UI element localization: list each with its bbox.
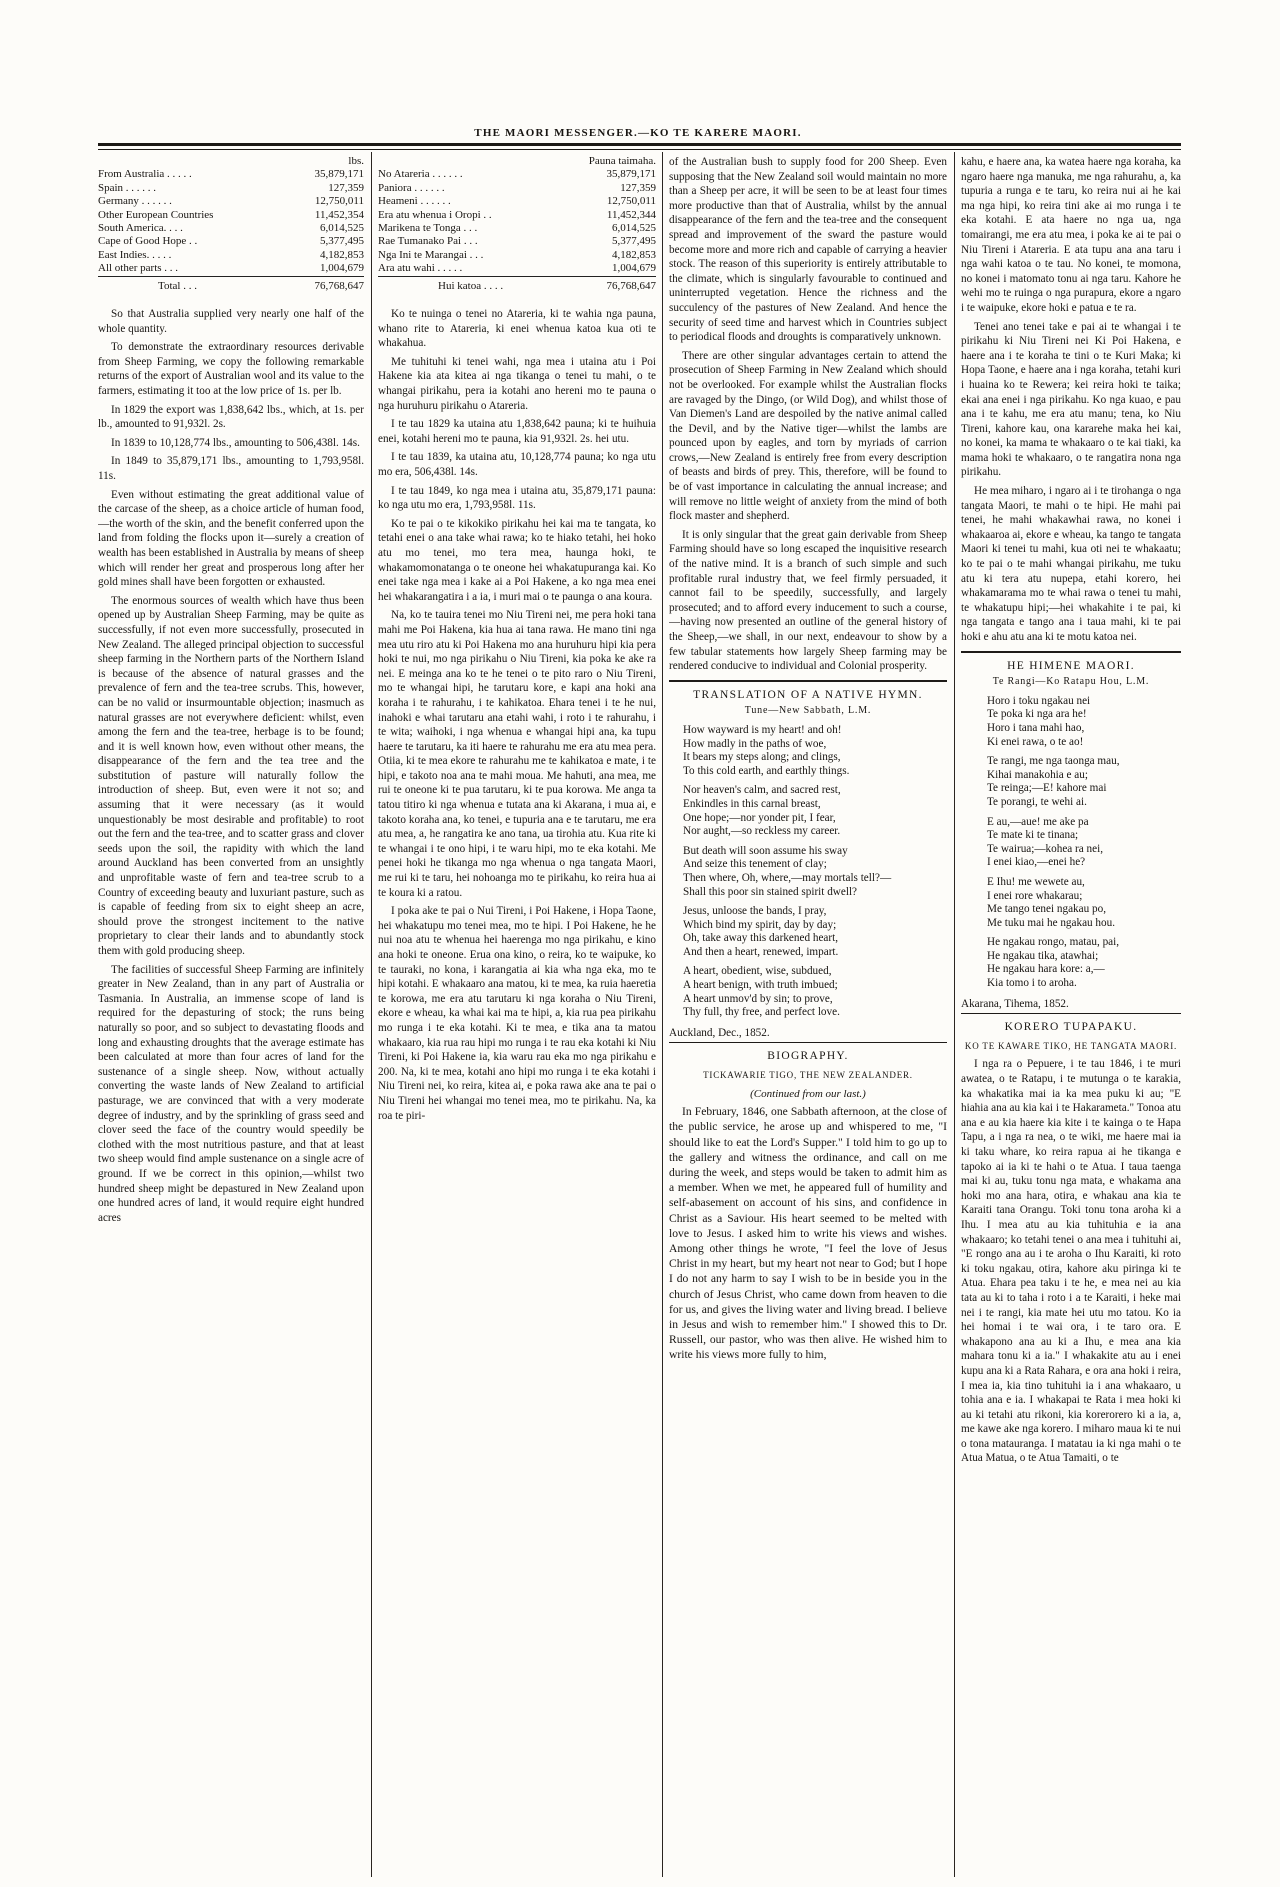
hymn-poem <box>987 695 1181 991</box>
masthead: THE MAORI MESSENGER.—KO TE KARERE MAORI. <box>474 127 802 139</box>
column-english-hymn-biography <box>669 155 947 1875</box>
paragraph: The enormous sources of wealth which have thus been opened up by Australian Sheep Farming, may be quite as successfully, if not even more successfully, prosecuted in New Zealand. The alleged principal objection to successful sheep farming in the Northern parts of the Northern Island is because of the absence of natural grasses and the prevalence of fern and the tea-tree scrubs. This, however, can be no valid or insurmountable objection; inasmuch as natural grasses are not everywhere deficient: whilst, even among the fern and the tea-tree, herbage is to be found; and it is well known how, even without other means, the disappearance of the fern and the tea tree and the substitution of pasture will naturally follow the introduction of sheep. But, even were it not so; and assuming that it were necessary (as it would unquestionably be most desirable and profitable) to root out the fern and the tea-tree, and to scatter grass and clover seeds upon the soil, the rapidity with which the land around Auckland has been converted from an unsightly and unprofitable waste of fern and tea-tree scrub to a Country of exceeding beauty and luxuriant pasture, such as is capable of feeding from six to eight sheep an acre, should prove the strongest incitement to the native proprietary to clear their lands and to abundantly stock them with gold producing sheep. <box>98 594 364 957</box>
biography-title: BIOGRAPHY. <box>767 1050 849 1063</box>
hymn-tune: Te Rangi—Ko Ratapu Hou, L.M. <box>992 676 1150 688</box>
paragraph: The facilities of successful Sheep Farming are infinitely greater in New Zealand, than in any part of Australia or Tasmania. In Australia, an immense scope of land is required for the depasturing of stock; the runs being naturally so poor, and so subject to devastating floods and long and exhausting droughts that the average estimate has been calculated at more than four acres of land for the sustenance of a single sheep. Now, without actually converting the waste lands of New Zealand to artificial pasturage, we are convinced that with a very moderate degree of industry, and by the sprinkling of grass seed and clover seed the face of the country would speedily be clothed with the most nutritious pasture, and that at least two sheep would find ample sustenance on a single acre of ground. If we be correct in this opinion,—whilst two hundred sheep might be depastured in New Zealand upon one hundred acres of land, it would require eight hundred acres <box>98 963 364 1224</box>
paragraph: Ko te nuinga o tenei no Atareria, ki te wahia nga pauna, whano rite to Atareria, ki enei whenua katoa kua oti te whakahua. <box>378 308 656 350</box>
paragraph: I te tau 1839, ka utaina atu, 10,128,774 pauna; ko nga utu mo era, 506,438l. 14s. <box>378 451 656 478</box>
hymn-tune: Tune—New Sabbath, L.M. <box>744 705 872 717</box>
paragraph: I poka ake te pai o Nui Tireni, i Poi Hakene, i Hopa Taone, hei whakatupu mo tenei mea, mo te hipi. I Poi Hakene, he he nui noa atu te whenua hei haerenga mo nga pirikahu, e kino ana hoki te oneone. Erua ona kino, o reira, ko te waipuke, ko te tauraki, no kona, i karangatia ai kia wha nga eka, mo te hipi kotahi. E whakaaro ana matou, ki te mea, ka ruia haeretia te korowa, me era atu tarutaru ki nga koraha o Niu Tireni, ekore e wheau, ka whai kai ma te hipi, a, kia rua pea pirikahu mo runga i te eka kotahi. Ki te mea, e tika ana ta matou whakaaro, kia rua rau hipi mo runga i te rau eka kotahi ki Niu Tireni, ki Poi Hakene ia, kia waru rau eka mo nga pirikahu e 200. Na, ki te mea, kotahi ano hipi mo runga i te eka kotahi i Niu Tireni nei, ko reira, kitea ai, e poka rawa ake ana te pai o Niu Tireni hei whangai mo tenei mea, mo te pirikahu. Na, ka roa te piri- <box>378 905 656 1122</box>
paragraph: In 1839 to 10,128,774 lbs., amounting to 506,438l. 14s. <box>111 436 360 449</box>
table-row: Germany . . . . . . 12,750,011 <box>98 195 364 208</box>
table-row: Nga Ini te Marangai . . . 4,182,853 <box>378 248 656 261</box>
column-divider-1 <box>371 152 372 1877</box>
paragraph: I nga ra o Pepuere, i te tau 1846, i te muri awatea, o te Ratapu, i te mutunga o te karakia, ka whakatika mai ia ka mea puku ki au; "E hiahia ana au kia kai i te Hakarameta." Tonoa atu ana e au kia haere kia kite i te kainga o te Hapa Tapu, a i nga ra nea, o te wiki, me haere mai ia ki taku whare, ko reira rapua ai he tikanga e tapoko ai ia ki te hahi o te Atua. I taua taenga mai ki au, tuku tonu nga mata, e whakama ana hoki mo ana hara, otira, e whakau ana kia te Karaiti tana Orangu. Toki tonu tona aroha ki a Ihu. I mea atu au kia tuhituhia e ia ana whakaaro; ko tetahi tenei o ana mea i tuhituhi ai, "E rongo ana au i te aroha o Ihu Karaiti, ki roto ki toku ngakau, otira, kahore aku piringa ki te Atua. Ehara pea taku i te he, e mea nei au kia tata au ki to taha i roto i a te Karaiti, i heke mai nei i te rangi, kia mate hei utu mo tatou. Ko ia hei homai i te wai ora, i te taro ora. E whakapono ana au ki a Ihu, e mea ana kia mahara tonu ki a ia." I whakakite atu au i enei kupu ana ki a Rata Rahara, e ora ana hoki i reira, I mea ia, kia tino tuhituhi ia i ana whakaaro, u tohia ana e ia. I whakapai te Rata i mea hoki ki au ki tetahi atu rikoni, kia korerorero ki a ia, a, me kawe ake nga korero. I miharo maua ki te nui o tona matauranga. I matatau ia ki nga mahi o te Atua Matua, o te Atua Tamaiti, o te <box>961 1058 1181 1465</box>
paragraph: Tenei ano tenei take e pai ai te whangai i te pirikahu ki Niu Tireni nei Ki Poi Hakena, e haere ana i te koraha te tini o te Kuri Maka; ki Hopa Taone, e haere ana i nga koraha, tetahi kuri i huaina ko te Rewera; kei reira hoki te taika; ekai ana enei i nga pirikahu. Ko nga kuao, e pau ana i te kahu, me era atu manu; tena, ko Niu Tireni, kahore kau, ona kararehe maka hei kai, no konei, ka mama te whakaaro o te kai tiaki, ka mama hoki te whakaaro, o te rangatira nona nga pirikahu. <box>961 320 1181 479</box>
table-unit-header: Pauna taimaha. <box>588 155 656 167</box>
table-row: Spain . . . . . . 127,359 <box>98 181 364 194</box>
section-rule <box>961 651 1181 653</box>
table-unit-header: lbs. <box>348 155 364 167</box>
table-row: Heameni . . . . . . 12,750,011 <box>378 195 656 208</box>
paragraph: Na, ko te tauira tenei mo Niu Tireni nei, me pera hoki tana mahi me Poi Hakena, kia hua ai tana rawa. He mano tini nga mea utu riro atu ki Poi Hakena mo ana huruhuru hipi kia pera hoki te nui, mo nga pirikahu o Niu Tireni, kia poka ke ake ra nei. E meinga ana ko te he tenei o te pito raro o Niu Tireni, mo te whangai hipi, he tarutaru kore, e kapi ana hoki ana koraha i te rahurahu, i te kahikatoa. Ehara tenei i te he nui, inahoki e whai tarutaru ana etahi wahi, i roto i te rahurahu, i te wita; waihoki, i nga whenua e whangai hipi ana, ka tupu haere te tarutaru, ka iti haere te rahurahu me era atu mea pera. Otiia, ki te mea ekore te rahurahu me te kahikatoa e mate, i te hipi, e takoto noa ana te mahi moua. Me hahuti, ana mea, me rui te oneone ki te pua tarutaru, ki te pua korowa. Me anga ta tatou titiro ki nga whenua e tutata ana ki Akarana, i mua ai, e takoto koraha ana, ko tenei, e tupuria ana e te tarutaru, me era atu mea, a, he rangatira ke ano tana, ua tirohia atu. Kua rite ki te whangai i te ono hipi, i te waru hipi, mo te eka kotahi. Me penei hoki he tikanga mo nga whenua o nga tangata Maori, me rui ki te taru, hei nohoanga mo te pirikahu, ko reira hua ai te koura ki a ratou. <box>378 609 656 899</box>
paragraph: I te tau 1849, ko nga mea i utaina atu, 35,879,171 pauna: ko nga utu mo era, 1,793,958l. 11s. <box>378 484 656 512</box>
paragraph: Even without estimating the great additional value of the carcase of the sheep, as a choice article of human food,—the worth of the skin, and the benefit conferred upon the land from folding the flocks upon it—surely a creation of wealth has been established in Australia by means of sheep which will render her great and prosperous long after her gold mines shall have been forgotten or exhausted. <box>98 488 364 589</box>
stanza: E au,—aue! me ake pa Te mate ki te tinana; Te wairua;—kohea ra nei, I enei kiao,—enei he? <box>987 815 1104 869</box>
table-row: Marikena te Tonga . . . 6,014,525 <box>378 222 656 235</box>
paragraph: To demonstrate the extraordinary resources derivable from Sheep Farming, we copy the following remarkable returns of the export of Australian wool and its value to the farmers, estimating it too at the low price of 1s. per lb. <box>98 341 364 398</box>
table-row: Rae Tumanako Pai . . . 5,377,495 <box>378 235 656 248</box>
column-maori-hymn-biography <box>961 155 1181 1875</box>
stanza: Jesus, unloose the bands, I pray, Which bind my spirit, day by day; Oh, take away this darkened heart, And then a heart, renewed, impart. <box>683 905 839 958</box>
masthead-rule-thin <box>98 149 1181 150</box>
continued-note: (Continued from our last.) <box>750 1087 866 1100</box>
section-rule <box>961 1013 1181 1014</box>
table-row: South America. . . . 6,014,525 <box>98 222 364 235</box>
paragraph: He mea miharo, i ngaro ai i te tirohanga o nga tangata Maori, te mahi o te hipi. He mahi pai tenei, he mahi whakawhai rawa, no konei i whakaaroa ai, ekore e wheau, ka tango te tangata Maori ki tenei tu mahi, kua oti nei te whakaatu; ko te pai o te mahi whangai pirikahu, me tuku atu ki tera atu nupepa, etahi korero, hei whakamarama mo te whai rawa o tenei tu mahi, te whakatupu hipi;—hei whakahite i te pai, ki nga tangata e tango ana i taua mahi, ki te pai hoki e ahu atu ana ki te motu katoa nei. <box>961 485 1181 643</box>
table-row: Era atu whenua i Oropi . . 11,452,344 <box>378 208 656 221</box>
paragraph: In 1849 to 35,879,171 lbs., amounting to 1,793,958l. 11s. <box>98 455 364 482</box>
paragraph: Me tuhituhi ki tenei wahi, nga mea i utaina atu i Poi Hakene kia ata kitea ai nga tikanga o tenei tu mahi, o te whangai pirikahu, pera ia kotahi ano hereni mo te pauna o nga huruhuru pirikahu o Atareria. <box>378 355 656 412</box>
paragraph: In February, 1846, one Sabbath afternoon, at the close of the public service, he arose up and whispered to me, "I should like to eat the Lord's Supper." I told him to go up to the gallery and witness the ordinance, and call on me during the week, and steps would be taken to admit him as a member. When we met, he appeared full of humility and self-abasement on account of his sins, and confidence in Christ as a Saviour. His heart seemed to be melted with love to Jesus. I asked him to write his views and wishes. Among other things he wrote, "I feel the love of Jesus Christ in my heart, but my heart not near to God; but I hope I do not any harm to say I wish to be in beside you in the church of Jesus Christ, who came down from heaven to die for us, and gives the living water and living bread. I believe in Jesus and wish to remember him." I showed this to Dr. Russell, our pastor, who was then alive. He wished him to write his views more fully to him, <box>669 1105 947 1362</box>
stanza: Horo i toku ngakau nei Te poka ki nga ara he! Horo i tana mahi hao, Ki enei rawa, o te ao! <box>987 694 1091 748</box>
table-row: East Indies. . . . . 4,182,853 <box>98 248 364 261</box>
stanza: Nor heaven's calm, and sacred rest, Enkindles in this carnal breast, One hope;—nor yonder pit, I fear, Nor aught,—so reckless my career. <box>683 784 841 838</box>
stanza: He ngakau rongo, matau, pai, He ngakau tika, atawhai; He ngakau hara kore: a,— Kia tomo i to aroha. <box>987 936 1120 990</box>
column-divider-2 <box>662 152 663 1877</box>
paragraph: In 1829 the export was 1,838,642 lbs., which, at 1s. per lb., amounted to 91,932l. 2s. <box>98 403 364 431</box>
paragraph: Ko te pai o te kikokiko pirikahu hei kai ma te tangata, ko tetahi enei o ana take whai rawa; ko te hiako tetahi, hei hoko atu mo tenei, mo tera mea, haunga hoki, te whakamomonatanga o te oneone hei whakatupuranga kai. Ko enei take nga mea i kake ai a Poi Hakene, a ko nga mea enei hei whakarangatira i a ia, i muri mai o te paunga o ana koura. <box>378 517 656 603</box>
table-row: Paniora . . . . . . 127,359 <box>378 181 656 194</box>
table-row: Cape of Good Hope . . 5,377,495 <box>98 235 364 248</box>
wool-import-table-maori <box>378 155 656 293</box>
table-row: All other parts . . . 1,004,679 <box>98 262 364 275</box>
column-divider-3 <box>954 152 955 1877</box>
stanza: E Ihu! me wewete au, I enei rore whakarau; Me tango tenei ngakau po, Me tuku mai he ngakau hou. <box>987 875 1116 929</box>
biography-subtitle: KO TE KAWARE TIKO, HE TANGATA MAORI. <box>964 1040 1178 1051</box>
biography-subtitle: TICKAWARIE TIGO, THE NEW ZEALANDER. <box>703 1070 913 1081</box>
paragraph: There are other singular advantages certain to attend the prosecution of Sheep Farming in New Zealand which should not be overlooked. For example whilst the Australian flocks are ravaged by the Dingo, (or Wild Dog), and whilst those of Van Diemen's Land are despoiled by the native animal called the Devil, and by the Native tiger—whilst the lambs are pounced upon by eagles, and torn by myriads of carrion crows,—New Zealand is entirely free from every description of beasts and birds of prey. This, therefore, will be found to be of vast importance in calculating the annual increase; and will remove no little weight of anxiety from the mind of both flock master and shepherd. <box>669 349 947 523</box>
hymn-signature: Auckland, Dec., 1852. <box>669 1026 770 1039</box>
stanza: Te rangi, me nga taonga mau, Kihai manakohia e au; Te reinga;—E! kahore mai Te porangi, te wehi ai. <box>987 755 1120 808</box>
paragraph: of the Australian bush to supply food for 200 Sheep. Even supposing that the New Zealand soil would maintain no more than a Sheep per acre, it will be seen to be at least four times more productive than that of Australia, whilst by the annual disappearance of the fern and the tea-tree and the consequent spread and improvement of the sward the pasture would become more and more rich and capable of carrying a heavier stock. The reason of this superiority is entirely attributable to the climate, which is singularly favourable to continued and uninterrupted vegetation. Hence the richness and the succulency of the pastures of New Zealand. And hence the security of seed time and harvest which in Countries subject to periodical floods and droughts is comparatively unknown. <box>669 156 947 344</box>
table-row: No Atareria . . . . . . 35,879,171 <box>378 168 656 181</box>
table-total-row: Hui katoa . . . . 76,768,647 <box>378 276 656 293</box>
section-rule <box>669 680 947 682</box>
hymn-signature: Akarana, Tihema, 1852. <box>961 997 1069 1010</box>
column-maori-wool <box>378 155 656 1875</box>
paragraph: kahu, e haere ana, ka watea haere nga koraha, ka ngaro haere nga manuka, me nga rahurahu, a, ka tupuria a runga e te taru, ko reira nui ai he kai ma nga hipi, ko reira tini ake ai mo runga i te eka kotahi. E ata haere no nga ua, nga tomairangi, me era atu mea, i poka ke ai te pai o Niu Tireni i Atareria. E ata tupu ana ana taru i nga wahi katoa o te tau. No konei, te momona, no konei i matomato tonu ai nga taru. Kahore he wehi mo te ruinga o nga purapura, ekore a ngaro i te waipuke, ekore hoki e patua e te ra. <box>961 156 1181 314</box>
table-row: Other European Countries 11,452,354 <box>98 208 364 221</box>
hymn-title: TRANSLATION OF A NATIVE HYMN. <box>693 688 923 701</box>
stanza: A heart, obedient, wise, subdued, A heart benign, with truth imbued; A heart unmov'd by sin; to prove, Thy full, thy free, and perfect love. <box>683 965 840 1019</box>
table-row: From Australia . . . . . 35,879,171 <box>98 168 364 181</box>
table-total-row: Total . . . 76,768,647 <box>98 276 364 293</box>
stanza: But death will soon assume his sway And seize this tenement of clay; Then where, Oh, where,—may mortals tell?— Shall this poor sin stained spirit dwell? <box>683 844 892 898</box>
section-rule <box>669 1042 947 1043</box>
masthead-rule-thick <box>98 143 1181 146</box>
paragraph: I te tau 1829 ka utaina atu 1,838,642 pauna; ki te huihuia enei, kotahi hereni mo te pauna, kia 91,932l. 2s. hei utu. <box>378 418 656 445</box>
paragraph: So that Australia supplied very nearly one half of the whole quantity. <box>98 308 364 335</box>
table-row: Ara atu wahi . . . . . 1,004,679 <box>378 262 656 275</box>
stanza: How wayward is my heart! and oh! How madly in the paths of woe, It bears my steps along; and clings, To this cold earth, and earthly things. <box>683 723 850 777</box>
wool-import-table-english <box>98 155 364 293</box>
column-english-wool <box>98 155 364 1875</box>
hymn-poem <box>683 724 947 1020</box>
hymn-title: HE HIMENE MAORI. <box>1007 659 1135 672</box>
biography-title: KORERO TUPAPAKU. <box>1004 1021 1138 1034</box>
paragraph: It is only singular that the great gain derivable from Sheep Farming should have so long escaped the inquisitive research of the native mind. It is a branch of such simple and such profitable rural industry that, we feel firmly persuaded, it cannot fail to be speedily, successfully, and largely prosecuted; and to afford every inducement to such a course,—having now presented an outline of the general history of the Sheep,—we shall, in our next, endeavour to show by a few tabular statements how largely Sheep farming may be rendered conducive to individual and Colonial prosperity. <box>669 528 947 673</box>
